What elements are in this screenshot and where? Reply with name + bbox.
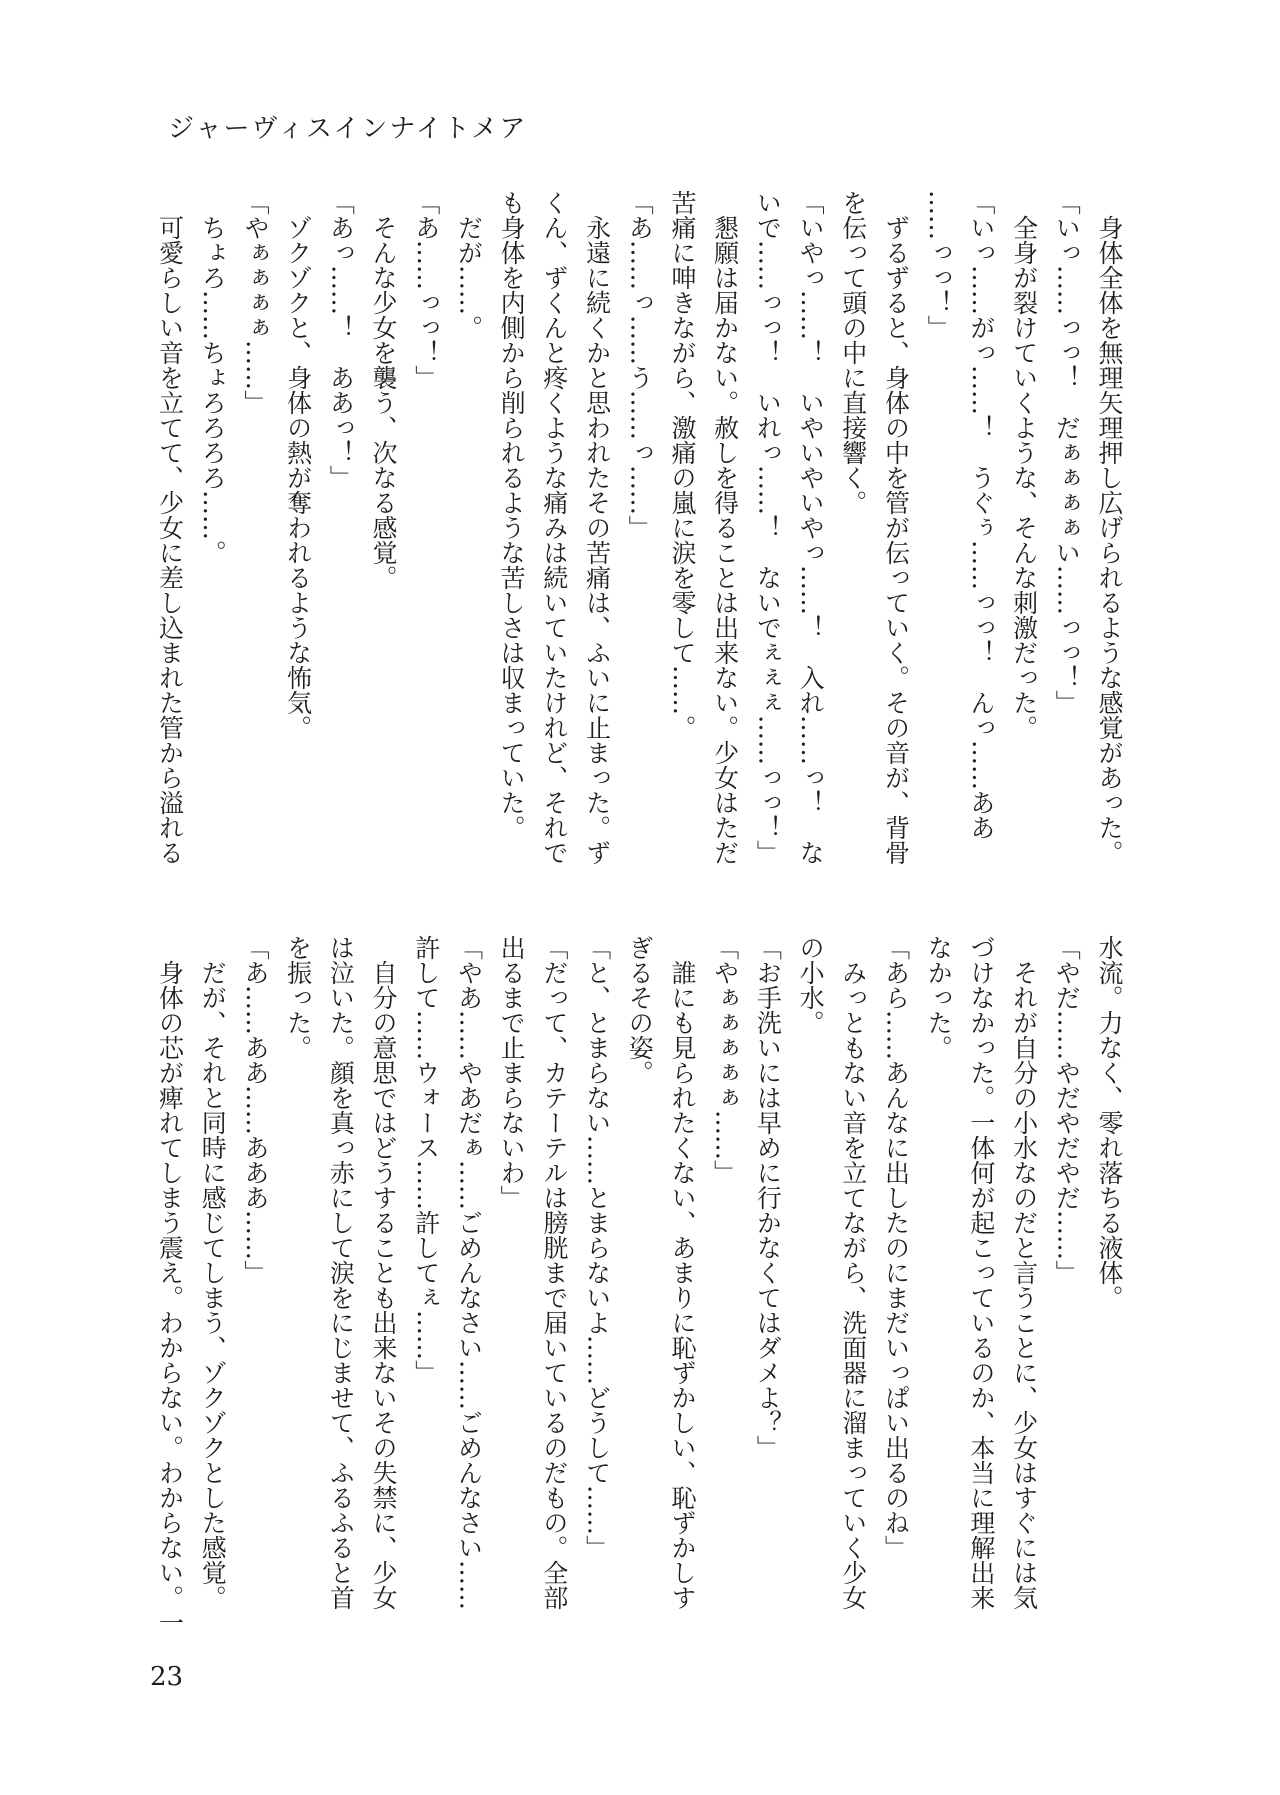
text-column: 「と、とまらない……とまらないよ……どうして……」 — [582, 935, 612, 1560]
text-column: 可愛らしい音を立てて、少女に差し込まれた管から溢れる — [155, 190, 185, 865]
text-column: 「あら……あんなに出したのにまだいっぱい出るのね」 — [881, 935, 911, 1560]
text-column: 「やぁぁぁぁ……」 — [240, 190, 270, 415]
text-column: づけなかった。一体何が起こっているのか、本当に理解出来 — [966, 935, 996, 1610]
text-column: 「やだ……やだやだやだ……」 — [1052, 935, 1082, 1285]
text-column: 誰にも見られたくない、あまりに恥ずかしい、恥ずかしす — [667, 935, 697, 1610]
text-column: そんな少女を襲う、次なる感覚。 — [369, 190, 399, 590]
text-column: 「いやっ……！ いやいやいやっ……！ 入れ……っ！ な — [796, 190, 826, 865]
text-column: 永遠に続くかと思われたその苦痛は、ふいに止まった。ず — [582, 190, 612, 865]
text-column: ……っっ！」 — [924, 190, 954, 340]
text-column: 「いっ……がっ……！ うぐぅ……っっ！ んっ……ああ — [966, 190, 996, 840]
text-column: 「だって、カテーテルは膀胱まで届いているのだもの。全部 — [539, 935, 569, 1610]
running-head: ジャーヴィスインナイトメア — [168, 114, 528, 144]
text-column: 許して……ウォース……許してぇ……」 — [411, 935, 441, 1385]
text-column: 「やあ……やあだぁ……ごめんなさい……ごめんなさい…… — [454, 935, 484, 1610]
text-column: 「やぁぁぁぁぁ……」 — [710, 935, 740, 1185]
text-column: だが、それと同時に感じてしまう、ゾクゾクとした感覚。 — [198, 935, 228, 1610]
text-column: 身体の芯が痺れてしまう震え。わからない。わからない。一 — [155, 935, 185, 1635]
text-column: 「あ……っっ！」 — [411, 190, 441, 390]
text-column: を伝って頭の中に直接響く。 — [838, 190, 868, 515]
text-column: みっともない音を立てながら、洗面器に溜まっていく少女 — [838, 935, 868, 1610]
text-column: くん、ずくんと疼くような痛みは続いていたけれど、それで — [539, 190, 569, 865]
text-column: ぎるその姿。 — [625, 935, 655, 1085]
text-column: 水流。力なく、零れ落ちる液体。 — [1095, 935, 1124, 1310]
text-column: は泣いた。顔を真っ赤にして涙をにじませて、ふるふると首 — [326, 935, 356, 1610]
text-column: 「いっ……っっ！ だぁぁぁぁい……っっ！」 — [1052, 190, 1082, 715]
text-column: ずるずると、身体の中を管が伝っていく。その音が、背骨 — [881, 190, 911, 865]
text-column: 「あ……っ……う……っ……」 — [625, 190, 655, 540]
page-number: 23 — [150, 1662, 184, 1692]
text-column: いで……っっ！ いれっ……！ ないでぇぇぇ……っっ！」 — [753, 190, 783, 865]
text-column: 苦痛に呻きながら、激痛の嵐に涙を零して……。 — [667, 190, 697, 740]
text-column: それが自分の小水なのだと言うことに、少女はすぐには気 — [1009, 935, 1039, 1610]
text-block-bottom — [140, 935, 1130, 1635]
text-column: だが……。 — [454, 190, 484, 340]
text-column: 全身が裂けていくような、そんな刺激だった。 — [1009, 190, 1039, 740]
text-column: を振った。 — [283, 935, 313, 1060]
text-column: ちょろ……ちょろろろろ……。 — [198, 190, 228, 565]
text-column: 身体全体を無理矢理押し広げられるような感覚があった。 — [1095, 190, 1124, 865]
text-column: 「あっ……！ ああっ！」 — [326, 190, 356, 490]
text-block-top — [140, 190, 1130, 880]
text-column: 「お手洗いには早めに行かなくてはダメよ？」 — [753, 935, 783, 1460]
text-column: 「あ……ああ……あああ……」 — [240, 935, 270, 1285]
text-column: の小水。 — [796, 935, 826, 1035]
text-column: も身体を内側から削られるような苦しさは収まっていた。 — [497, 190, 527, 840]
text-column: 出るまで止まらないわ」 — [497, 935, 527, 1210]
text-column: なかった。 — [924, 935, 954, 1060]
text-column: ゾクゾクと、身体の熱が奪われるような怖気。 — [283, 190, 313, 740]
text-column: 懇願は届かない。赦しを得ることは出来ない。少女はただ — [710, 190, 740, 865]
text-column: 自分の意思ではどうすることも出来ないその失禁に、少女 — [369, 935, 399, 1610]
